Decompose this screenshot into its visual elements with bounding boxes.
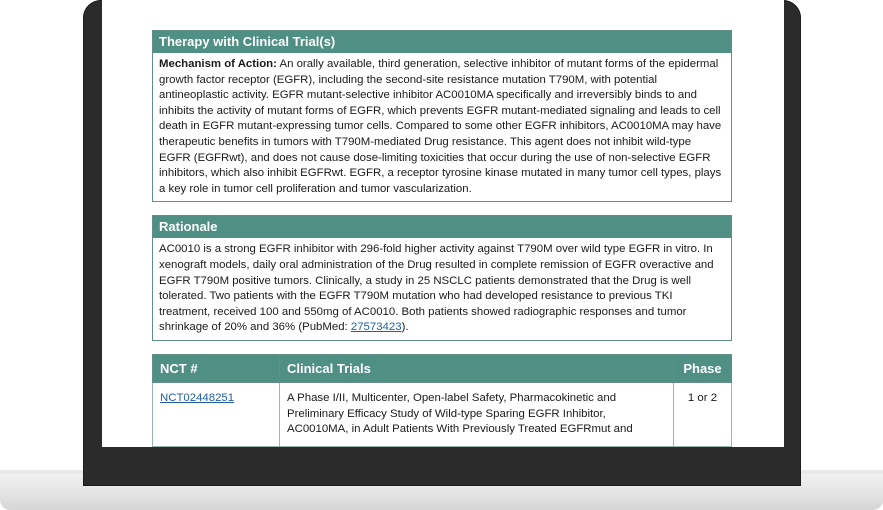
column-header-phase: Phase bbox=[674, 354, 732, 382]
therapy-panel-header: Therapy with Clinical Trial(s) bbox=[153, 31, 731, 53]
table-row bbox=[153, 382, 732, 446]
rationale-text: AC0010 is a strong EGFR inhibitor with 296-fold higher activity against T790M over wild type EGFR in vitro. In xenograft models, daily oral administration of the Drug resulted in complete remission of EGFR overactive and EGFR T790M positive tumors. Clinically, a study in 25 NSCLC patients demonstrated that the Drug is well tolerated. Two patients with the EGFR T790M mutation who had developed resistance to previous TKI treatment, received 100 and 550mg of AC0010. Both patients showed radiographic responses and tumor shrinkage of 20% and 36% (PubMed: bbox=[159, 243, 714, 334]
column-header-clinical-trials: Clinical Trials bbox=[280, 354, 674, 382]
screen bbox=[102, 0, 784, 447]
phase-cell: 1 or 2 bbox=[674, 382, 732, 446]
pubmed-link[interactable]: 27573423 bbox=[350, 321, 402, 334]
moa-text: An orally available, third generation, selective inhibitor of mutant forms of the epidermal growth factor receptor (EGFR), including the second-site resistance mutation T790M, with potential antineoplastic activity. EGFR mutant-selective inhibitor AC0010MA specifically and irreversibly binds to and inhibits the activity of mutant forms of EGFR, which prevents EGFR mutant-mediated signaling and leads to cell death in EGFR mutant-expressing tumor cells. Compared to some other EGFR inhibitors, AC0010MA may have therapeutic benefits in tumors with T790M-mediated Drug resistance. This agent does not inhibit wild-type EGFR (EGFRwt), and does not cause dose-limiting toxicities that occur during the use of non-selective EGFR inhibitors, which also inhibit EGFRwt. EGFR, a receptor tyrosine kinase mutated in many tumor cell types, plays a key role in tumor cell proliferation and tumor vascularization. bbox=[159, 58, 722, 195]
clinical-trials-table bbox=[152, 354, 732, 447]
therapy-panel-body bbox=[153, 53, 731, 201]
report-content bbox=[152, 0, 732, 447]
column-header-nct: NCT # bbox=[153, 354, 280, 382]
laptop-frame bbox=[83, 0, 801, 486]
rationale-panel-body bbox=[153, 238, 731, 340]
rationale-panel bbox=[152, 215, 732, 341]
rationale-text-end: ). bbox=[401, 321, 409, 334]
trial-title-cell: A Phase I/II, Multicenter, Open-label Safety, Pharmacokinetic and Preliminary Efficacy Study of Wild-type Sparing EGFR Inhibitor, AC0010MA, in Adult Patients With Previously Treated EGFRmut and bbox=[280, 382, 674, 446]
rationale-panel-header: Rationale bbox=[153, 216, 731, 238]
table-header-row bbox=[153, 354, 732, 382]
nct-cell bbox=[153, 382, 280, 446]
nct-link[interactable]: NCT02448251 bbox=[160, 391, 235, 404]
moa-label: Mechanism of Action: bbox=[159, 58, 277, 70]
therapy-panel bbox=[152, 30, 732, 202]
